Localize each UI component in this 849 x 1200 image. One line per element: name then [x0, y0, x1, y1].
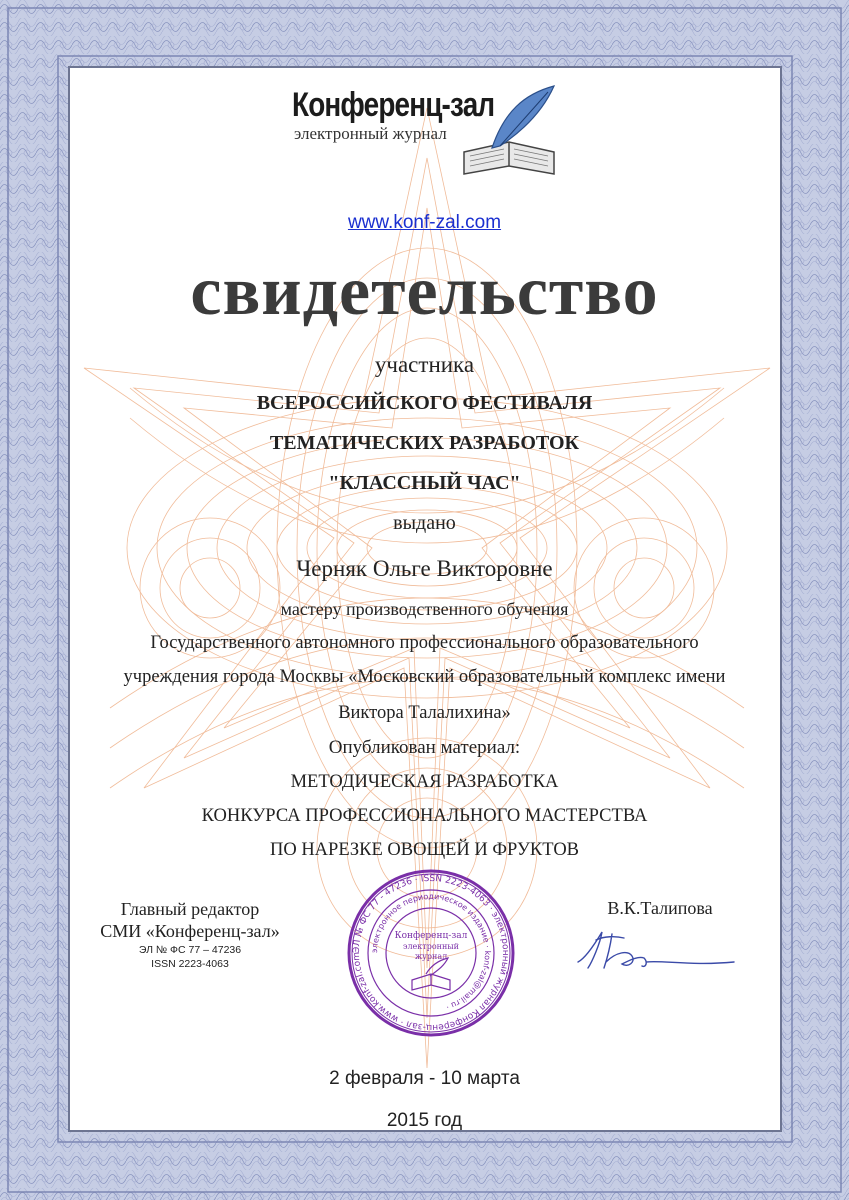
seal-book-icon: [412, 958, 450, 990]
registration-info: [80, 943, 300, 971]
material-line-2: КОНКУРСА ПРОФЕССИОНАЛЬНОГО МАСТЕРСТВА: [201, 806, 648, 826]
festival-dates: 2 февраля - 10 марта: [329, 1068, 520, 1089]
logo-subtitle: электронный журнал: [294, 124, 447, 143]
seal-outer-text: ЭЛ № ФС 77 - 47236 · ISSN 2223-4063 · электронный журнал Конференц-зал · www.konf-zal.com: [351, 873, 511, 1033]
issn-number: ISSN 2223-4063: [151, 958, 229, 970]
year: 2015 год: [386, 1110, 463, 1131]
editor-name: В.К.Талипова: [607, 898, 713, 918]
handwritten-signature: [572, 922, 742, 982]
recipient-name: Черняк Ольге Викторовне: [296, 556, 553, 581]
logo-title: Конференц-зал: [292, 86, 495, 124]
material-line-3: ПО НАРЕЗКЕ ОВОЩЕЙ И ФРУКТОВ: [269, 840, 580, 860]
participant-label: участника: [374, 352, 475, 377]
recipient-position: мастеру производственного обучения: [280, 599, 569, 619]
seal-center-line-1: Конференц-зал: [394, 931, 468, 941]
issued-label: выдано: [393, 512, 456, 534]
seal-center-line-3: журнал: [414, 952, 448, 961]
seal-inner-text: электронное периодическое издание · konf-zal@mail.ru ·: [369, 891, 493, 1012]
seal-center-line-2: электронный: [402, 942, 460, 951]
festival-line-2: ТЕМАТИЧЕСКИХ РАЗРАБОТОК: [269, 432, 580, 454]
material-line-1: МЕТОДИЧЕСКАЯ РАЗРАБОТКА: [290, 772, 559, 792]
journal-logo: [286, 82, 566, 182]
editor-title-line-2: СМИ «Конференц-зал»: [100, 921, 280, 941]
editor-title: [80, 898, 300, 942]
organization-line-2: учреждения города Москвы «Московский образовательный комплекс имени: [123, 667, 726, 687]
festival-line-1: ВСЕРОССИЙСКОГО ФЕСТИВАЛЯ: [256, 392, 593, 414]
organization-line-1: Государственного автономного профессионального образовательного: [150, 633, 699, 653]
editor-title-line-1: Главный редактор: [120, 899, 260, 919]
registration-number: ЭЛ № ФС 77 – 47236: [138, 944, 242, 956]
organization-line-3: Виктора Талалихина»: [338, 703, 511, 723]
book-quill-icon: [454, 82, 566, 182]
published-label: Опубликован материал:: [328, 737, 521, 758]
document-title: свидетельство: [190, 253, 659, 330]
publisher-seal: [346, 868, 516, 1038]
festival-line-3: "КЛАССНЫЙ ЧАС": [328, 472, 521, 494]
site-link[interactable]: www.konf-zal.com: [347, 212, 502, 233]
